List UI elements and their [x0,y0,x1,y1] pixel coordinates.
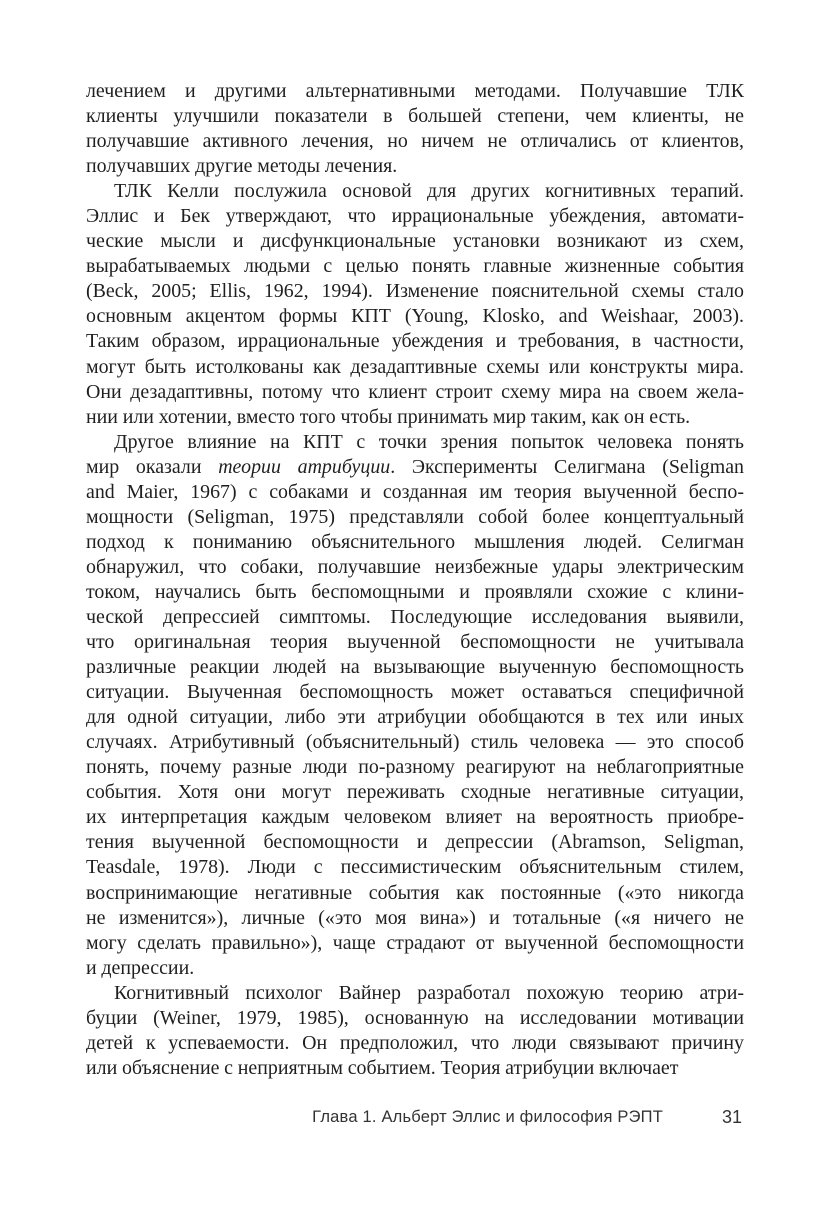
text-line: ческой депрессией симптомы. Последующие исследования выявили, [86,605,744,628]
text-line: понять, почему разные люди по-разному реагируют на неблагоприятные [86,756,744,779]
text-line: их интерпретация каждым человеком влияет на вероятность приобре- [86,806,744,829]
text-line: Эллис и Бек утверждают, что иррациональные убеждения, автомати- [86,205,744,228]
text-line: детей к успеваемости. Он предположил, что люди связывают причину [86,1031,744,1054]
text-line: (Beck, 2005; Ellis, 1962, 1994). Изменение пояснительной схемы стало [86,280,744,303]
text-line: что оригинальная теория выученной беспомощности не учитывала [86,631,744,654]
page-footer [0,1108,827,1134]
text-line: мощности (Seligman, 1975) представляли собой более концептуальный [86,505,744,528]
body-paragraph [86,981,744,1081]
body-paragraph [86,79,744,179]
text-line: и депрессии. [86,956,195,979]
text-line: вырабатываемых людьми с целью понять главные жизненные события [86,255,744,278]
text-line: ТЛК Келли послужила основой для других когнитивных терапий. [114,180,744,203]
page-number: 31 [722,1107,743,1127]
text-line: нии или хотении, вместо того чтобы принимать мир таким, как он есть. [86,405,691,428]
text-line: ситуации. Выученная беспомощность может оставаться специфичной [86,681,744,704]
text-line: and Maier, 1967) с собаками и созданная им теория выученной беспо- [86,480,744,503]
text-line: могу сделать правильно»), чаще страдают от выученной беспомощности [86,931,744,954]
text-line: ческие мысли и дисфункциональные установки возникают из схем, [86,230,744,253]
text-line: получавшие активного лечения, но ничем не отличались от клиентов, [86,130,744,153]
text-line: лечением и другими альтернативными методами. Получавшие ТЛК [86,80,744,102]
body-paragraph [86,179,744,429]
text-line: воспринимающие негативные события как постоянные («это никогда [86,881,744,904]
text-line: не изменится»), личные («это моя вина») и тотальные («я ничего не [86,906,744,929]
text-line: Другое влияние на КПТ с точки зрения попыток человека понять [114,430,744,453]
text-line: током, научались быть беспомощными и проявляли схожие с клини- [86,580,744,603]
text-line: основным акцентом формы КПТ (Young, Klosko, and Weishaar, 2003). [86,305,744,328]
text-line: подход к пониманию объяснительного мышления людей. Селигман [86,530,744,553]
page-body [86,79,744,1081]
text-line: Они дезадаптивны, потому что клиент строит схему мира на своем жела- [86,380,744,403]
text-line: клиенты улучшили показатели в большей степени, чем клиенты, не [86,105,744,128]
text-line: Когнитивный психолог Вайнер разработал похожую теорию атри- [114,981,744,1004]
text-line: события. Хотя они могут переживать сходные негативные ситуации, [86,781,744,804]
running-footer-chapter-title: Глава 1. Альберт Эллис и философия РЭПТ [312,1108,663,1126]
body-paragraph [86,430,744,981]
text-line: для одной ситуации, либо эти атрибуции обобщаются в тех или иных [86,706,744,729]
text-line: мир оказали теории атрибуции. Эксперименты Селигмана (Seligman [86,455,744,478]
text-line: тения выученной беспомощности и депрессии (Abramson, Seligman, [86,831,744,854]
text-line: различные реакции людей на вызывающие выученную беспомощность [86,656,744,679]
text-line: буции (Weiner, 1979, 1985), основанную на исследовании мотивации [86,1006,744,1029]
text-line: получавших другие методы лечения. [86,155,398,178]
text-line: или объяснение с неприятным событием. Теория атрибуции включает [86,1056,679,1079]
italic-term: теории атрибуции [218,455,391,478]
text-line: могут быть истолкованы как дезадаптивные схемы или конструкты мира. [86,355,744,378]
text-line: Teasdale, 1978). Люди с пессимистическим объяснительным стилем, [86,856,744,879]
text-line: случаях. Атрибутивный (объяснительный) стиль человека — это способ [86,731,744,754]
text-line: Таким образом, иррациональные убеждения и требования, в частности, [86,330,744,353]
text-line: обнаружил, что собаки, получавшие неизбежные удары электрическим [86,555,744,578]
